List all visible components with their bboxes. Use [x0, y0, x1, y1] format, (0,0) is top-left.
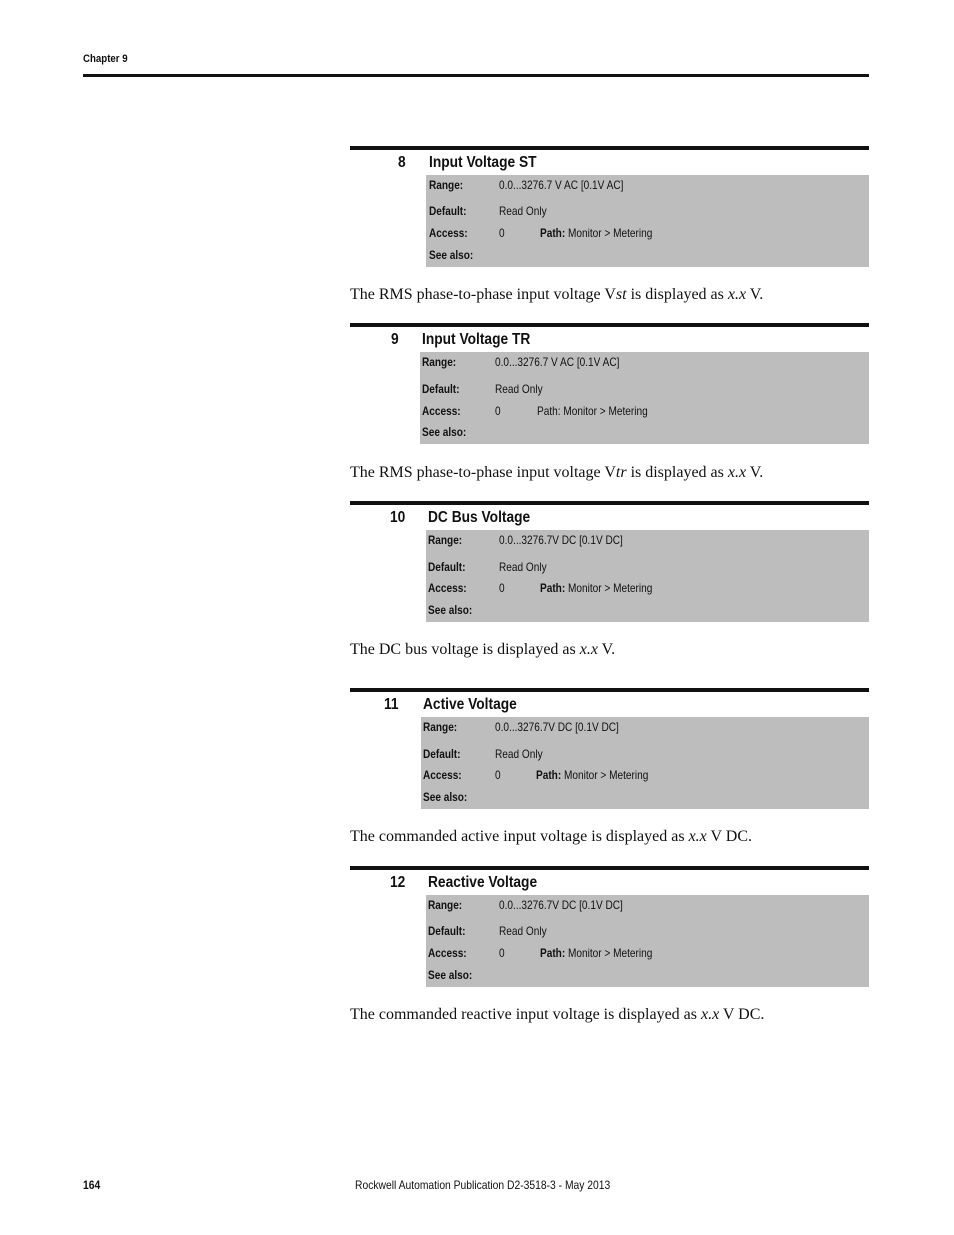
range-value: 0.0...3276.7 V AC [0.1V AC] [499, 178, 624, 192]
parameter-info-box [421, 717, 869, 809]
path-label: Path: [536, 768, 562, 782]
path-value: Monitor > Metering [563, 404, 648, 418]
range-label: Range: [429, 178, 464, 192]
default-label: Default: [428, 924, 466, 938]
range-value: 0.0...3276.7V DC [0.1V DC] [495, 720, 619, 734]
range-label: Range: [423, 720, 458, 734]
path-label: Path: [540, 946, 566, 960]
access-value: 0 [495, 768, 501, 782]
default-label: Default: [423, 747, 461, 761]
parameter-name: Reactive Voltage [428, 874, 538, 891]
see-also-label: See also: [423, 790, 468, 804]
path-value: Monitor > Metering [568, 581, 653, 595]
parameter-info-box [420, 352, 869, 444]
access-value: 0 [495, 404, 501, 418]
default-label: Default: [422, 382, 460, 396]
range-label: Range: [428, 898, 463, 912]
parameter-info-box [426, 175, 869, 267]
parameter-name: DC Bus Voltage [428, 509, 531, 526]
path-label: Path: [540, 581, 566, 595]
default-value: Read Only [495, 747, 543, 761]
parameter-name: Input Voltage ST [429, 154, 537, 171]
parameter-info-box [426, 895, 869, 987]
see-also-label: See also: [428, 968, 473, 982]
parameter-block [350, 146, 869, 262]
access-label: Access: [428, 581, 467, 595]
default-value: Read Only [499, 204, 547, 218]
parameter-number: 12 [390, 874, 406, 891]
parameter-number: 10 [390, 509, 406, 526]
parameter-block [350, 866, 869, 982]
parameter-number: 11 [384, 696, 399, 713]
parameter-block [350, 501, 869, 617]
parameter-block [350, 688, 869, 804]
parameter-name: Active Voltage [423, 696, 517, 713]
default-label: Default: [429, 204, 467, 218]
parameter-number: 9 [391, 331, 399, 348]
access-value: 0 [499, 581, 505, 595]
path-value: Monitor > Metering [564, 768, 649, 782]
chapter-label: Chapter 9 [83, 53, 128, 65]
default-value: Read Only [495, 382, 543, 396]
range-label: Range: [428, 533, 463, 547]
default-value: Read Only [499, 924, 547, 938]
path-label: Path: [537, 404, 561, 418]
access-value: 0 [499, 226, 505, 240]
parameter-description: The RMS phase-to-phase input voltage Vst is displayed as x.x V. [350, 286, 764, 303]
parameter-description: The RMS phase-to-phase input voltage Vtr is displayed as x.x V. [350, 464, 764, 481]
range-value: 0.0...3276.7V DC [0.1V DC] [499, 898, 623, 912]
page-number: 164 [83, 1178, 101, 1192]
parameter-description: The DC bus voltage is displayed as x.x V. [350, 641, 616, 658]
range-value: 0.0...3276.7V DC [0.1V DC] [499, 533, 623, 547]
parameter-name: Input Voltage TR [422, 331, 531, 348]
path-value: Monitor > Metering [568, 226, 653, 240]
access-label: Access: [428, 946, 467, 960]
parameter-block [350, 323, 869, 439]
path-label: Path: [540, 226, 566, 240]
access-value: 0 [499, 946, 505, 960]
parameter-description: The commanded active input voltage is displayed as x.x V DC. [350, 828, 752, 845]
see-also-label: See also: [422, 425, 467, 439]
parameter-description: The commanded reactive input voltage is displayed as x.x V DC. [350, 1006, 765, 1023]
parameter-number: 8 [398, 154, 406, 171]
access-label: Access: [423, 768, 462, 782]
see-also-label: See also: [429, 248, 474, 262]
default-label: Default: [428, 560, 466, 574]
access-label: Access: [429, 226, 468, 240]
path-value: Monitor > Metering [568, 946, 653, 960]
publication-info: Rockwell Automation Publication D2-3518-3 - May 2013 [355, 1178, 611, 1192]
see-also-label: See also: [428, 603, 473, 617]
default-value: Read Only [499, 560, 547, 574]
range-value: 0.0...3276.7 V AC [0.1V AC] [495, 355, 620, 369]
access-label: Access: [422, 404, 461, 418]
header-rule [83, 74, 869, 77]
parameter-info-box [426, 530, 869, 622]
range-label: Range: [422, 355, 457, 369]
